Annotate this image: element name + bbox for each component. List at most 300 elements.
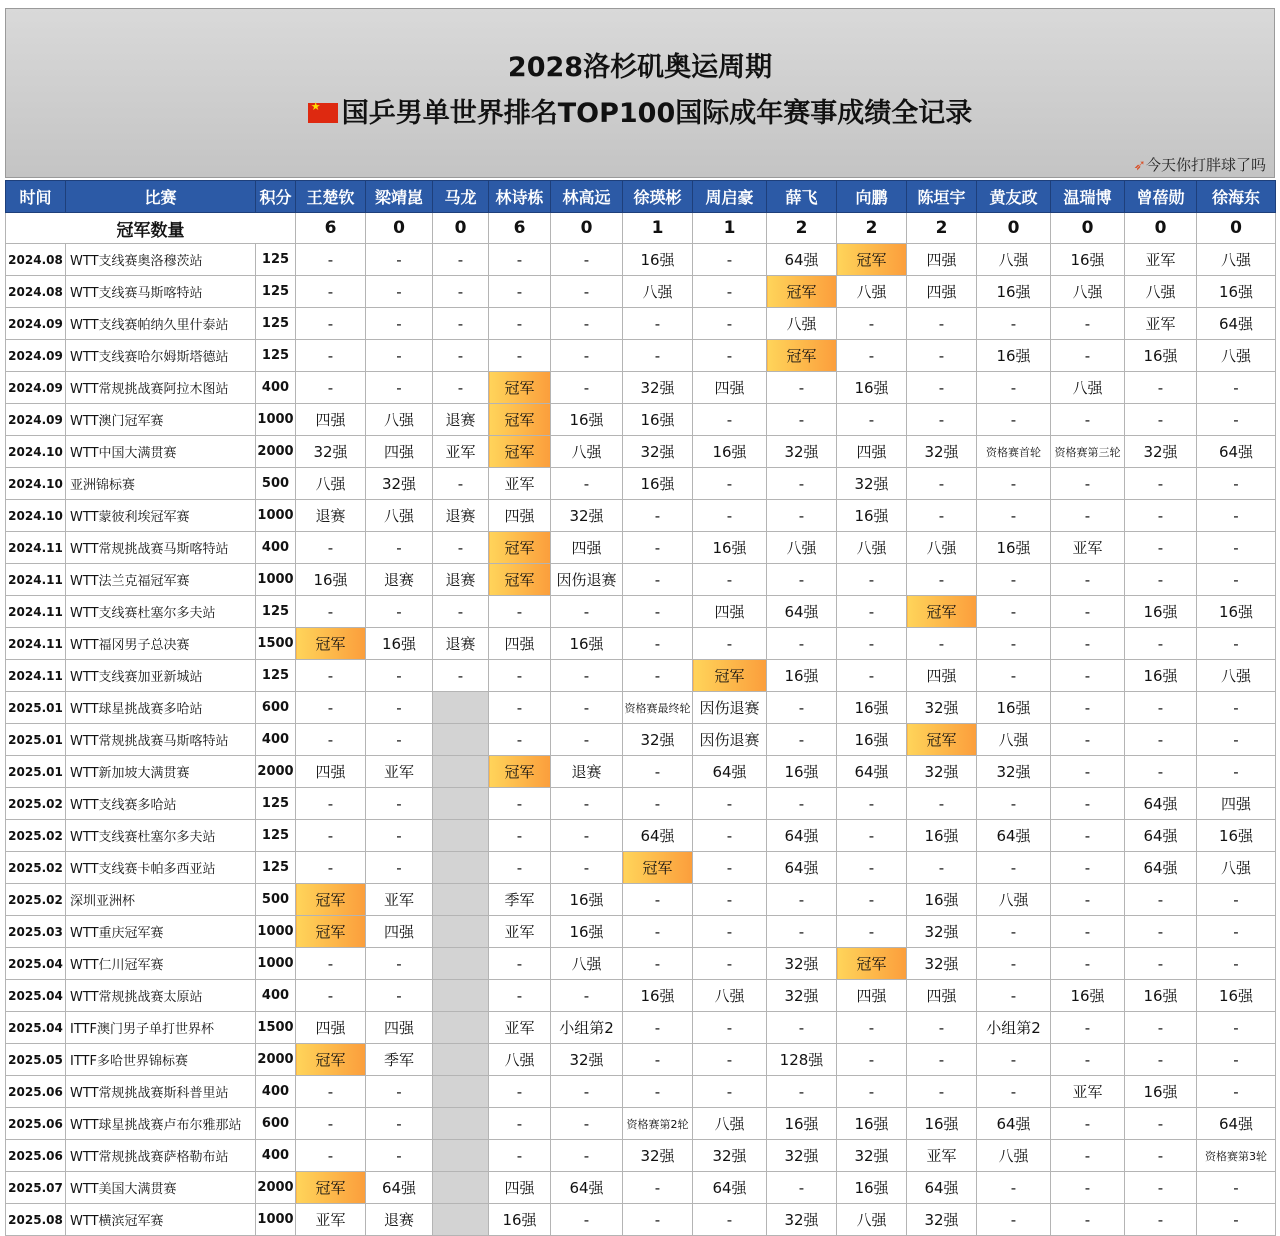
result-cell: 16强 [837,692,907,724]
result-cell: - [623,660,693,692]
result-cell: 64强 [623,820,693,852]
result-cell: - [837,340,907,372]
result-cell: - [623,308,693,340]
result-cell: - [1125,404,1197,436]
result-cell: 32强 [907,756,977,788]
result-cell: - [693,948,767,980]
result-cell: 四强 [296,404,366,436]
result-cell: - [1125,372,1197,404]
result-cell: - [693,340,767,372]
result-cell: - [489,724,551,756]
row-event: ITTF澳门男子单打世界杯 [66,1012,256,1044]
row-date: 2025.01 [6,724,66,756]
result-cell: 16强 [296,564,366,596]
result-cell: 32强 [366,468,433,500]
table-header-row [6,181,1276,213]
result-cell: 退赛 [366,564,433,596]
result-cell: - [767,564,837,596]
result-cell: 冠军 [489,532,551,564]
result-cell: 32强 [1125,436,1197,468]
result-cell: - [366,340,433,372]
row-event: WTT支线赛马斯喀特站 [66,276,256,308]
table-row [6,1140,1276,1172]
row-points: 1000 [256,404,296,436]
result-cell: 亚军 [366,756,433,788]
result-cell: 16强 [907,884,977,916]
champion-count: 1 [623,213,693,244]
table-row [6,692,1276,724]
result-cell: 八强 [693,1108,767,1140]
result-cell: - [1125,500,1197,532]
result-cell: 16强 [1197,276,1276,308]
result-cell: 16强 [489,1204,551,1236]
row-event: ITTF多哈世界锦标赛 [66,1044,256,1076]
result-cell: 32强 [551,1044,623,1076]
result-cell: - [433,308,489,340]
result-cell: 32强 [767,436,837,468]
result-cell: - [767,628,837,660]
result-cell: - [623,948,693,980]
result-cell: - [623,564,693,596]
result-cell: - [1125,692,1197,724]
result-cell: - [977,308,1051,340]
row-points: 400 [256,1140,296,1172]
result-cell [433,916,489,948]
result-cell: 八强 [1197,852,1276,884]
result-cell: 64强 [1125,852,1197,884]
result-cell: - [551,788,623,820]
result-cell: - [693,788,767,820]
table-row [6,276,1276,308]
result-cell [433,1204,489,1236]
row-date: 2024.11 [6,660,66,692]
result-cell: - [907,308,977,340]
row-event: WTT横滨冠军赛 [66,1204,256,1236]
result-cell: 四强 [551,532,623,564]
result-cell: - [837,1044,907,1076]
result-cell: - [366,980,433,1012]
row-event: WTT支线赛杜塞尔多夫站 [66,596,256,628]
result-cell: 16强 [551,884,623,916]
table-row [6,436,1276,468]
result-cell: 16强 [623,244,693,276]
result-cell: - [693,916,767,948]
row-event: WTT常规挑战赛马斯喀特站 [66,532,256,564]
champion-count: 0 [433,213,489,244]
result-cell: 16强 [1125,340,1197,372]
row-points: 1000 [256,948,296,980]
result-cell: - [623,916,693,948]
row-event: WTT法兰克福冠军赛 [66,564,256,596]
result-cell: - [489,1108,551,1140]
result-cell: - [1051,404,1125,436]
result-cell: - [296,1076,366,1108]
result-cell: 八强 [693,980,767,1012]
table-row [6,1012,1276,1044]
table-row [6,596,1276,628]
result-cell: - [977,500,1051,532]
table-row [6,244,1276,276]
result-cell: - [837,596,907,628]
result-cell: 小组第2 [551,1012,623,1044]
result-cell: 64强 [1197,1108,1276,1140]
result-cell: - [623,1012,693,1044]
result-cell [433,852,489,884]
table-row [6,1044,1276,1076]
result-cell: - [907,404,977,436]
result-cell: - [977,948,1051,980]
result-cell: 退赛 [366,1204,433,1236]
result-cell: 32强 [767,948,837,980]
result-cell: 八强 [1125,276,1197,308]
result-cell: 资格赛最终轮 [623,692,693,724]
result-cell: - [767,468,837,500]
result-cell: 因伤退赛 [551,564,623,596]
result-cell: 退赛 [433,404,489,436]
column-header: 比赛 [66,181,256,213]
result-cell: 四强 [837,436,907,468]
result-cell: 退赛 [551,756,623,788]
result-cell: 16强 [693,436,767,468]
result-cell: - [1051,1172,1125,1204]
result-cell: - [489,820,551,852]
result-cell: - [767,500,837,532]
champion-count: 1 [693,213,767,244]
result-cell: - [366,1140,433,1172]
result-cell: - [296,532,366,564]
result-cell: - [1197,724,1276,756]
result-cell: - [551,372,623,404]
result-cell: 冠军 [489,404,551,436]
champion-count: 2 [837,213,907,244]
result-cell: 32强 [623,1140,693,1172]
table-row [6,404,1276,436]
result-cell: 四强 [693,372,767,404]
result-cell: - [1197,692,1276,724]
result-cell: - [1051,820,1125,852]
result-cell: - [907,852,977,884]
result-cell: 季军 [489,884,551,916]
table-row [6,884,1276,916]
result-cell: - [1197,532,1276,564]
result-cell: 四强 [366,1012,433,1044]
result-cell: 64强 [767,596,837,628]
result-cell: - [837,628,907,660]
table-row [6,820,1276,852]
result-cell: 资格赛第三轮 [1051,436,1125,468]
row-event: 深圳亚洲杯 [66,884,256,916]
result-cell: - [296,244,366,276]
champion-count-row [6,213,1276,244]
result-cell: - [623,340,693,372]
result-cell: 16强 [767,660,837,692]
result-cell: 16强 [977,692,1051,724]
result-cell: - [296,660,366,692]
row-points: 400 [256,980,296,1012]
row-date: 2025.02 [6,852,66,884]
result-cell: 八强 [837,532,907,564]
result-cell: 四强 [1197,788,1276,820]
result-cell: 64强 [693,1172,767,1204]
result-cell: 32强 [296,436,366,468]
result-cell: 因伤退赛 [693,692,767,724]
result-cell: 16强 [837,724,907,756]
result-cell: 32强 [977,756,1051,788]
result-cell: - [551,308,623,340]
result-cell: - [551,724,623,756]
result-cell: - [767,1012,837,1044]
result-cell: 亚军 [1051,1076,1125,1108]
result-cell: 32强 [767,1140,837,1172]
result-cell: - [1051,724,1125,756]
row-points: 400 [256,532,296,564]
result-cell: 64强 [767,820,837,852]
result-cell: - [1197,500,1276,532]
row-points: 125 [256,276,296,308]
result-cell: - [1051,628,1125,660]
result-cell: 16强 [1051,244,1125,276]
champion-count: 0 [551,213,623,244]
result-cell: - [366,276,433,308]
result-cell: 四强 [693,596,767,628]
result-cell: - [977,372,1051,404]
row-points: 1000 [256,564,296,596]
result-cell: - [489,852,551,884]
column-header: 林诗栋 [489,181,551,213]
result-cell: 16强 [1197,980,1276,1012]
result-cell: - [296,724,366,756]
result-cell: 小组第2 [977,1012,1051,1044]
table-row [6,340,1276,372]
result-cell: - [1125,916,1197,948]
column-header: 马龙 [433,181,489,213]
result-cell: - [1125,1172,1197,1204]
result-cell: 亚军 [366,884,433,916]
result-cell: 冠军 [489,564,551,596]
result-cell: - [1197,372,1276,404]
table-row [6,724,1276,756]
table-row [6,1076,1276,1108]
result-cell: - [623,532,693,564]
row-date: 2025.03 [6,916,66,948]
result-cell: 冠军 [837,244,907,276]
row-points: 125 [256,660,296,692]
result-cell: 八强 [296,468,366,500]
result-cell: - [837,1076,907,1108]
row-date: 2025.02 [6,884,66,916]
result-cell: 冠军 [623,852,693,884]
result-cell: - [551,692,623,724]
result-cell: - [693,1012,767,1044]
result-cell: - [693,468,767,500]
result-cell: 16强 [977,340,1051,372]
result-cell: - [296,276,366,308]
result-cell: 16强 [977,276,1051,308]
column-header: 周启豪 [693,181,767,213]
result-cell: - [1197,916,1276,948]
result-cell: - [1051,340,1125,372]
column-header: 林高远 [551,181,623,213]
result-cell: - [977,1172,1051,1204]
table-row [6,948,1276,980]
result-cell: - [977,1076,1051,1108]
row-date: 2024.10 [6,436,66,468]
result-cell: 四强 [296,1012,366,1044]
result-cell: 四强 [489,1172,551,1204]
china-flag-icon [308,103,338,123]
result-cell: - [837,660,907,692]
result-cell: 季军 [366,1044,433,1076]
result-cell: - [767,1172,837,1204]
champion-count: 0 [1125,213,1197,244]
row-points: 125 [256,596,296,628]
result-cell: - [977,916,1051,948]
watermark-text: 今天你打胖球了吗 [1145,156,1266,174]
result-cell: 16强 [623,980,693,1012]
result-cell: 四强 [366,916,433,948]
column-header: 温瑞博 [1051,181,1125,213]
result-cell: 16强 [1125,596,1197,628]
row-date: 2024.11 [6,596,66,628]
result-cell: - [693,1076,767,1108]
result-cell: - [1125,884,1197,916]
column-header: 梁靖崑 [366,181,433,213]
row-event: WTT福冈男子总决赛 [66,628,256,660]
table-row [6,660,1276,692]
result-cell: - [907,468,977,500]
row-date: 2024.10 [6,468,66,500]
champion-count: 0 [366,213,433,244]
result-cell: - [1125,948,1197,980]
result-cell: 四强 [489,628,551,660]
result-cell: 八强 [1051,276,1125,308]
result-cell: - [1051,884,1125,916]
table-row [6,628,1276,660]
result-cell: - [551,468,623,500]
result-cell: - [1197,948,1276,980]
result-cell: - [296,980,366,1012]
result-cell: - [623,1172,693,1204]
result-cell: 八强 [551,948,623,980]
result-cell: 八强 [551,436,623,468]
result-cell: - [551,1076,623,1108]
row-points: 600 [256,1108,296,1140]
result-cell: 16强 [977,532,1051,564]
result-cell: 亚军 [1051,532,1125,564]
result-cell: - [551,852,623,884]
result-cell: - [366,596,433,628]
row-date: 2025.08 [6,1204,66,1236]
row-points: 400 [256,1076,296,1108]
row-event: WTT支线赛加亚新城站 [66,660,256,692]
row-event: WTT常规挑战赛马斯喀特站 [66,724,256,756]
result-cell: 八强 [1197,340,1276,372]
result-cell: - [693,1044,767,1076]
result-cell: - [1197,1012,1276,1044]
result-cell: 32强 [623,724,693,756]
result-cell: - [1197,628,1276,660]
result-cell: - [623,788,693,820]
table-row [6,564,1276,596]
table-row [6,1172,1276,1204]
row-event: WTT新加坡大满贯赛 [66,756,256,788]
result-cell: 四强 [907,244,977,276]
result-cell: 16强 [907,1108,977,1140]
result-cell: 冠军 [296,628,366,660]
result-cell: - [366,372,433,404]
result-cell: - [296,596,366,628]
result-cell: - [1125,1012,1197,1044]
row-event: WTT支线赛帕纳久里什泰站 [66,308,256,340]
row-points: 125 [256,244,296,276]
result-cell: 八强 [977,724,1051,756]
result-cell: - [551,660,623,692]
result-cell: - [623,628,693,660]
column-header: 陈垣宇 [907,181,977,213]
title-banner [5,8,1275,178]
result-cell: - [693,628,767,660]
row-date: 2025.04 [6,980,66,1012]
page-subtitle [6,91,1274,130]
result-cell: - [433,372,489,404]
row-points: 2000 [256,1172,296,1204]
result-cell [433,1044,489,1076]
result-cell: 冠军 [767,340,837,372]
result-cell: - [366,660,433,692]
champion-count: 0 [1051,213,1125,244]
champion-count: 6 [489,213,551,244]
champion-count: 0 [977,213,1051,244]
result-cell: - [693,244,767,276]
result-cell: 16强 [693,532,767,564]
result-cell: - [1197,404,1276,436]
result-cell: - [1125,564,1197,596]
result-cell: 四强 [489,500,551,532]
result-cell: 64强 [1125,788,1197,820]
row-date: 2024.11 [6,532,66,564]
result-cell: - [551,1204,623,1236]
result-cell: - [296,820,366,852]
result-cell: - [1197,1076,1276,1108]
row-date: 2024.11 [6,628,66,660]
result-cell: 冠军 [296,916,366,948]
result-cell: 冠军 [693,660,767,692]
result-cell: - [1125,1140,1197,1172]
result-cell: 八强 [767,308,837,340]
result-cell: 八强 [977,1140,1051,1172]
column-header: 黄友政 [977,181,1051,213]
table-row [6,1204,1276,1236]
result-cell: - [1125,756,1197,788]
result-cell: 八强 [366,404,433,436]
column-header: 曾蓓勋 [1125,181,1197,213]
row-event: WTT支线赛卡帕多西亚站 [66,852,256,884]
result-cell: - [693,404,767,436]
result-cell: - [1197,468,1276,500]
result-cell: - [1051,1012,1125,1044]
result-cell: 64强 [907,1172,977,1204]
table-row [6,308,1276,340]
result-cell [433,756,489,788]
result-cell: 资格赛首轮 [977,436,1051,468]
table-row [6,532,1276,564]
result-cell: 八强 [366,500,433,532]
result-cell: - [296,692,366,724]
result-cell: 16强 [623,468,693,500]
result-cell: - [1051,596,1125,628]
result-cell: 16强 [551,404,623,436]
result-cell: 八强 [1197,244,1276,276]
